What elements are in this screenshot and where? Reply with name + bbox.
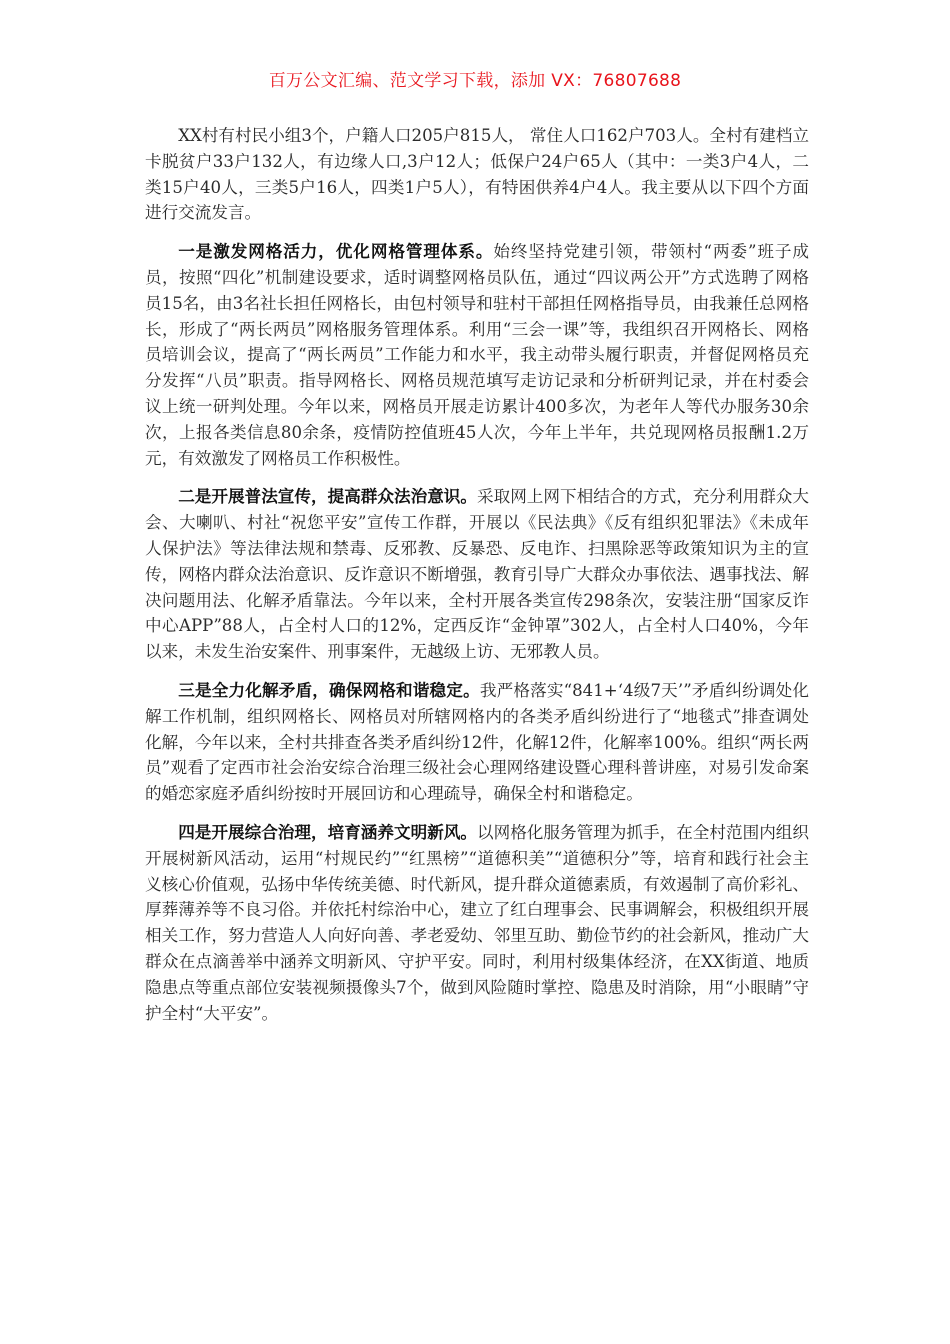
paragraph-text: 以网格化服务管理为抓手，在全村范围内组织开展树新风活动，运用“村规民约”“红黑榜”“道德积美”“道德积分”等，培育和践行社会主义核心价值观，弘扬中华传统美德、时代新风，提升群众道德素质，有效遏制了高价彩礼、厚葬薄养等不良习俗。并依托村综治中心，建立了红白理事会、民事调解会，积极组织开展相关工作，努力营造人人向好向善、孝老爱幼、邻里互助、勤俭节约的社会新风，推动广大群众在点滴善举中涵养文明新风、守护平安。同时，利用村级集体经济，在XX街道、地质隐患点等重点部位安装视频摄像头7个，做到风险随时掌控、隐患及时消除，用“小眼睛”守护全村“大平安”。: [145, 822, 810, 1023]
paragraph-text: 采取网上网下相结合的方式，充分利用群众大会、大喇叭、村社“祝您平安”宣传工作群，开展以《民法典》《反有组织犯罪法》《未成年人保护法》等法律法规和禁毒、反邪教、反暴恐、反电诈、扫黑除恶等政策知识为主的宣传，网格内群众法治意识、反诈意识不断增强，教育引导广大群众办事依法、遇事找法、解决问题用法、化解矛盾靠法。今年以来，全村开展各类宣传298条次，安装注册“国家反诈中心APP”88人，占全村人口的12%，定西反诈“金钟罩”302人，占全村人口40%，今年以来，未发生治安案件、刑事案件，无越级上访、无邪教人员。: [145, 487, 810, 662]
paragraph-legal-publicity: [145, 484, 809, 665]
download-banner: 百万公文汇编、范文学习下载，添加 VX：76807688: [268, 71, 682, 91]
paragraph-grid-management: [145, 239, 809, 471]
document-body: [145, 123, 809, 1039]
paragraph-lead: 三是全力化解矛盾，确保网格和谐稳定。: [178, 679, 480, 700]
paragraph-lead: 四是开展综合治理，培育涵养文明新风。: [178, 821, 477, 842]
paragraph-lead: 一是激发网格活力，优化网格管理体系。: [178, 241, 494, 262]
paragraph-text: 始终坚持党建引领，带领村“两委”班子成员，按照“四化”机制建设要求，适时调整网格员队伍，通过“四议两公开”方式选聘了网格员15名，由3名社长担任网格长，由包村领导和驻村干部担任网格指导员，由我兼任总网格长，形成了“两长两员”网格服务管理体系。利用“三会一课”等，我组织召开网格长、网格员培训会议，提高了“两长两员”工作能力和水平，我主动带头履行职责，并督促网格员充分发挥“八员”职责。指导网格长、网格员规范填写走访记录和分析研判记录，并在村委会议上统一研判处理。今年以来，网格员开展走访累计400多次，为老年人等代办服务30余次，上报各类信息80余条，疫情防控值班45人次，今年上半年，共兑现网格员报酬1.2万元，有效激发了网格员工作积极性。: [145, 242, 809, 468]
paragraph-comprehensive-governance: [145, 820, 809, 1026]
paragraph-lead: 二是开展普法宣传，提高群众法治意识。: [178, 486, 477, 507]
paragraph-text: 我严格落实“841+‘4级7天’”矛盾纠纷调处化解工作机制，组织网格长、网格员对所辖网格内的各类矛盾纠纷进行了“地毯式”排查调处化解，今年以来，全村共排查各类矛盾纠纷12件，化解12件，化解率100%。组织“两长两员”观看了定西市社会治安综合治理三级社会心理网络建设暨心理科普讲座，对易引发命案的婚恋家庭矛盾纠纷按时开展回访和心理疏导，确保全村和谐稳定。: [145, 680, 809, 804]
paragraph-conflict-resolution: [145, 678, 809, 807]
paragraph-text: XX村有村民小组3个，户籍人口205户815人， 常住人口162户703人。全村有建档立卡脱贫户33户132人，有边缘人口,3户12人；低保户24户65人（其中：一类3户4人，二类15户40人，三类5户16人，四类1户5人），有特困供养4户4人。我主要从以下四个方面进行交流发言。: [145, 126, 809, 223]
paragraph-intro: [145, 123, 809, 226]
